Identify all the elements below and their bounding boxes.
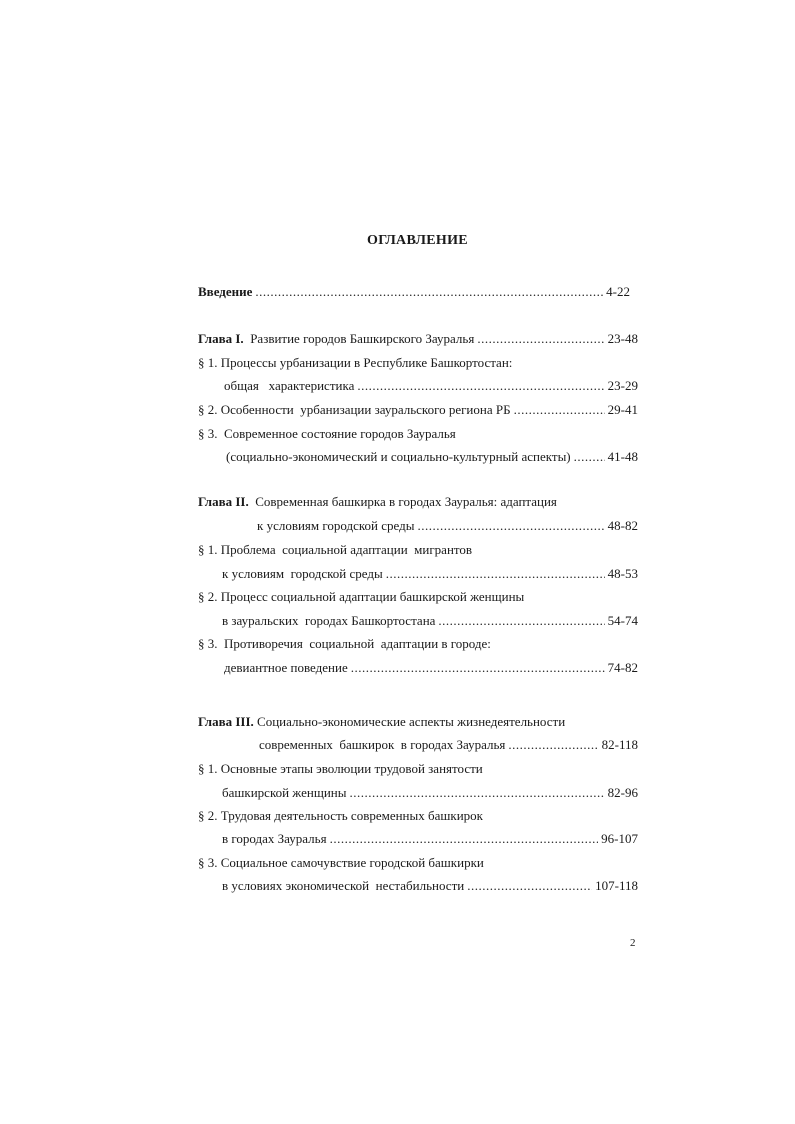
toc-entry-ch2-s1: § 1. Проблема социальной адаптации мигрантов bbox=[198, 542, 473, 557]
toc-entry-ch3-s3-cont: в условиях экономической нестабильности ..... 107-118 bbox=[222, 878, 638, 894]
toc-entry-chapter-1 bbox=[198, 331, 638, 347]
toc-entry-chapter-2 bbox=[198, 494, 638, 510]
toc-entry-ch3-s1: § 1. Основные этапы эволюции трудовой занятости bbox=[198, 761, 483, 776]
leader-dots bbox=[574, 449, 605, 465]
leader-dots bbox=[417, 518, 604, 534]
toc-entry-intro bbox=[198, 284, 630, 300]
toc-entry-ch2-s2: § 2. Процесс социальной адаптации башкирской женщины bbox=[198, 589, 525, 604]
page-title: ОГЛАВЛЕНИЕ bbox=[367, 233, 468, 248]
leader-dots bbox=[330, 831, 599, 847]
toc-ch1-label: Глава I. bbox=[198, 331, 244, 346]
toc-ch1-title: Развитие городов Башкирского Зауралья bbox=[250, 331, 475, 346]
toc-ch1-pages: 23-48 bbox=[607, 331, 638, 346]
leader-dots bbox=[351, 660, 605, 676]
leader-dots bbox=[255, 284, 603, 300]
toc-entry-ch1-s3: § 3. Современное состояние городов Зауралья bbox=[198, 426, 456, 441]
leader-dots bbox=[350, 785, 605, 801]
leader-dots bbox=[386, 566, 605, 582]
toc-entry-ch1-s1-cont: общая характеристика ..... 23-29 bbox=[224, 378, 638, 394]
toc-entry-ch3-s3: § 3. Социальное самочувствие городской башкирки bbox=[198, 855, 484, 870]
leader-dots bbox=[438, 613, 604, 629]
toc-ch2-label: Глава II. bbox=[198, 494, 249, 509]
toc-entry-ch2-s2-cont: в зауральских городах Башкортостана ..... 54-74 bbox=[222, 613, 638, 629]
page-number: 2 bbox=[630, 937, 636, 949]
toc-entry-ch2-s1-cont: к условиям городской среды ..... 48-53 bbox=[222, 566, 638, 582]
toc-entry-ch1-s1: § 1. Процессы урбанизации в Республике Башкортостан: bbox=[198, 355, 513, 370]
leader-dots bbox=[357, 378, 604, 394]
toc-intro-pages: 4-22 bbox=[606, 284, 630, 299]
leader-dots bbox=[467, 878, 592, 894]
leader-dots bbox=[514, 402, 605, 418]
toc-entry-chapter-3-cont: современных башкирок в городах Зауралья ..... 82-118 bbox=[259, 737, 638, 753]
toc-entry-ch1-s3-cont: (социально-экономический и социально-культурный аспекты) ..... 41-48 bbox=[226, 449, 638, 465]
leader-dots bbox=[477, 331, 604, 347]
toc-entry-chapter-2-cont: к условиям городской среды ..... 48-82 bbox=[257, 518, 638, 534]
toc-entry-chapter-3 bbox=[198, 714, 638, 730]
toc-entry-ch2-s3-cont: девиантное поведение ..... 74-82 bbox=[224, 660, 638, 676]
toc-intro-label: Введение bbox=[198, 284, 253, 299]
toc-entry-ch2-s3: § 3. Противоречия социальной адаптации в городе: bbox=[198, 636, 491, 651]
toc-entry-ch3-s1-cont: башкирской женщины ..... 82-96 bbox=[222, 785, 638, 801]
toc-ch3-title: Социально-экономические аспекты жизнедеятельности bbox=[257, 714, 566, 729]
toc-entry-ch3-s2: § 2. Трудовая деятельность современных башкирок bbox=[198, 808, 483, 823]
toc-ch2-title: Современная башкирка в городах Зауралья: адаптация bbox=[255, 494, 557, 509]
leader-dots bbox=[508, 737, 598, 753]
toc-entry-ch3-s2-cont: в городах Зауралья ..... 96-107 bbox=[222, 831, 638, 847]
toc-entry-ch1-s2: § 2. Особенности урбанизации зауральского региона РБ ..... 29-41 bbox=[198, 402, 638, 418]
toc-ch3-label: Глава III. bbox=[198, 714, 254, 729]
